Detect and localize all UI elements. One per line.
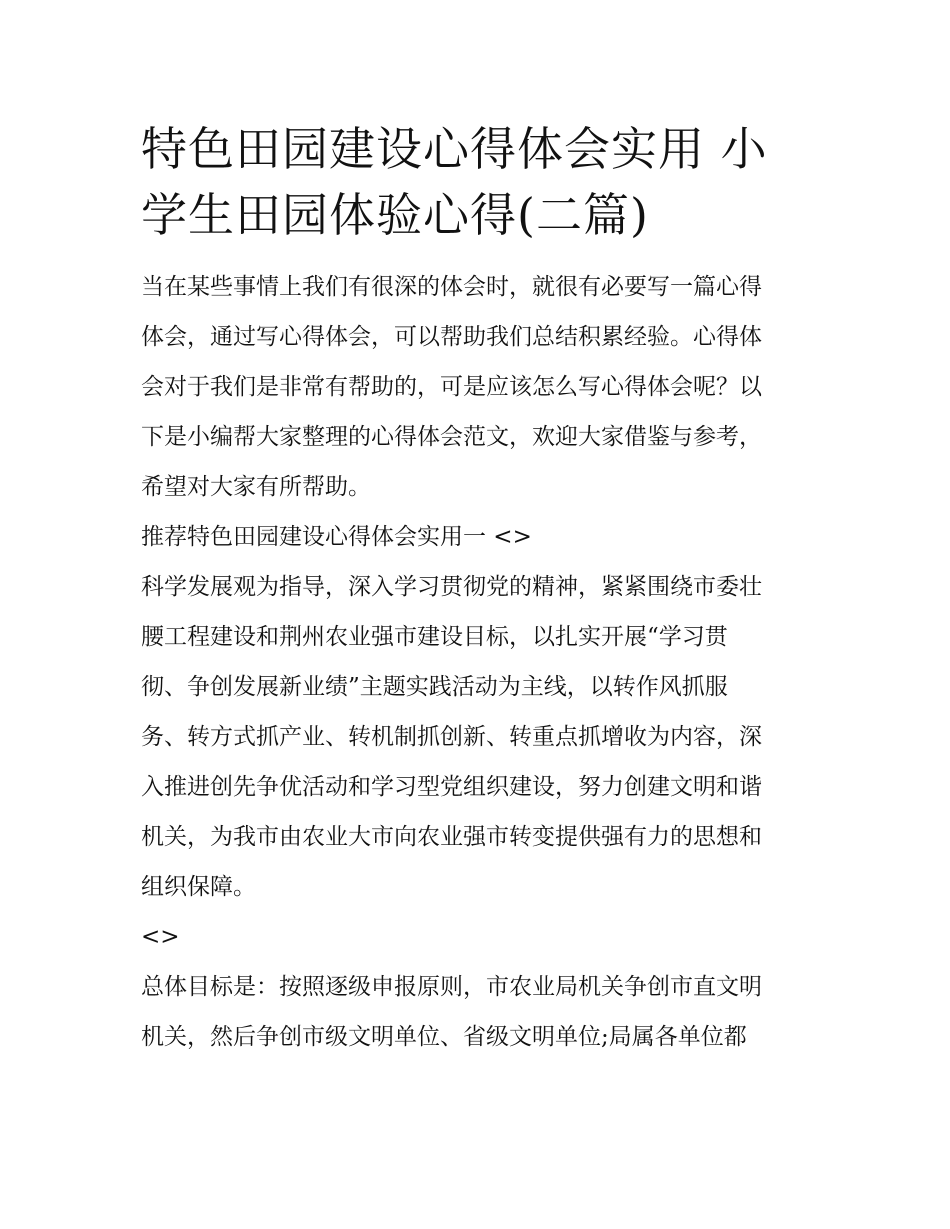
text-line-2: 体会，通过写心得体会，可以帮助我们总结积累经验。心得体 — [141, 324, 762, 350]
text-line-16: 机关，然后争创市级文明单位、省级文明单位;局属各单位都 — [141, 1024, 747, 1050]
text-line-7: 科学发展观为指导，深入学习贯彻党的精神，紧紧围绕市委壮 — [141, 574, 762, 600]
text-line-8: 腰工程建设和荆州农业强市建设目标，以扎实开展“学习贯 — [141, 624, 728, 650]
document-body — [141, 116, 821, 1062]
text-line-1: 当在某些事情上我们有很深的体会时，就很有必要写一篇心得 — [141, 274, 762, 300]
placeholder-marker: <> — [141, 924, 180, 950]
text-line-11: 入推进创先争优活动和学习型党组织建设，努力创建文明和谐 — [141, 774, 762, 800]
text-line-15: 总体目标是：按照逐级申报原则，市农业局机关争创市直文明 — [141, 974, 762, 1000]
text-line-4: 下是小编帮大家整理的心得体会范文，欢迎大家借鉴与参考， — [141, 424, 762, 450]
text-line-12: 机关，为我市由农业大市向农业强市转变提供强有力的思想和 — [141, 824, 762, 850]
text-line-13: 组织保障。 — [141, 874, 256, 900]
section-heading: 推荐特色田园建设心得体会实用一 <> — [141, 524, 532, 550]
title-line-2: 学生田园体验心得(二篇) — [141, 188, 649, 242]
text-line-9: 彻、争创发展新业绩”主题实践活动为主线，以转作风抓服 — [141, 674, 728, 700]
title-line-1: 特色田园建设心得体会实用 小 — [141, 122, 768, 176]
text-line-10: 务、转方式抓产业、转机制抓创新、转重点抓增收为内容，深 — [141, 724, 762, 750]
text-line-3: 会对于我们是非常有帮助的，可是应该怎么写心得体会呢？以 — [141, 374, 762, 400]
text-line-5: 希望对大家有所帮助。 — [141, 474, 371, 500]
page-title — [141, 116, 821, 248]
